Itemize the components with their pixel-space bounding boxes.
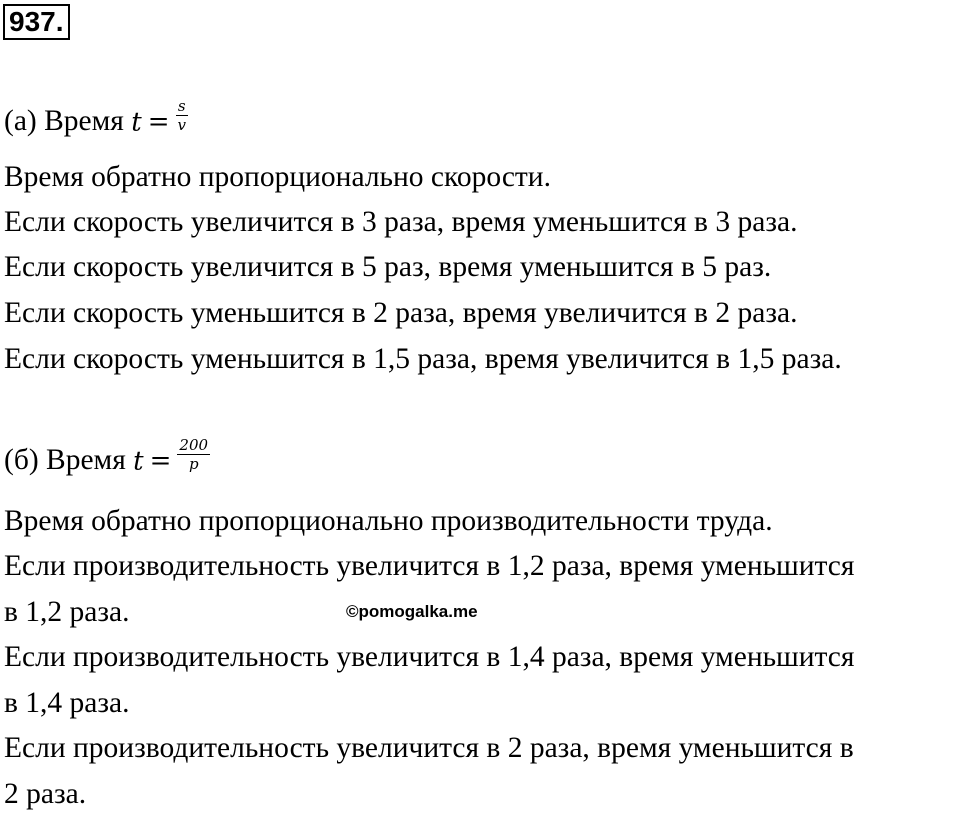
part-b-line-7: 2 раза. [4,778,87,810]
part-a-line-4: Если скорость уменьшится в 2 раза, время увеличится в 2 раза. [4,297,798,329]
watermark: ©pomogalka.me [346,602,478,621]
part-a-line-3: Если скорость увеличится в 5 раз, время уменьшится в 5 раз. [4,251,772,283]
formula-eq: = [149,446,172,476]
problem-number: 937. [3,4,70,40]
fraction-denominator: v [177,115,186,134]
formula-fraction [177,436,210,473]
part-b-line-3: в 1,2 раза. [4,596,130,628]
part-b-line-4: Если производительность увеличится в 1,4 раза, время уменьшится [4,641,855,673]
part-b-label: (б) Время [4,444,134,476]
formula-fraction [176,97,188,134]
fraction-numerator: 200 [179,435,209,454]
part-a-line-2: Если скорость увеличится в 3 раза, время уменьшится в 3 раза. [4,206,798,238]
part-b-line-2: Если производительность увеличится в 1,2 раза, время уменьшится [4,550,855,582]
part-a-formula [131,96,188,142]
formula-var: t [131,107,142,137]
part-b-formula [133,435,210,481]
part-b-line-1: Время обратно пропорционально производительности труда. [4,505,773,537]
part-a-heading [4,96,188,142]
fraction-denominator: p [188,454,199,473]
part-b-heading [4,435,210,481]
fraction-numerator: s [177,96,186,115]
part-a-label: (а) Время [4,105,132,137]
part-b-line-6: Если производительность увеличится в 2 раза, время уменьшится в [4,732,854,764]
formula-eq: = [147,107,170,137]
part-b-line-5: в 1,4 раза. [4,687,130,719]
formula-var: t [133,446,144,476]
part-a-line-5: Если скорость уменьшится в 1,5 раза, время увеличится в 1,5 раза. [4,343,842,375]
part-a-line-1: Время обратно пропорционально скорости. [4,161,551,193]
